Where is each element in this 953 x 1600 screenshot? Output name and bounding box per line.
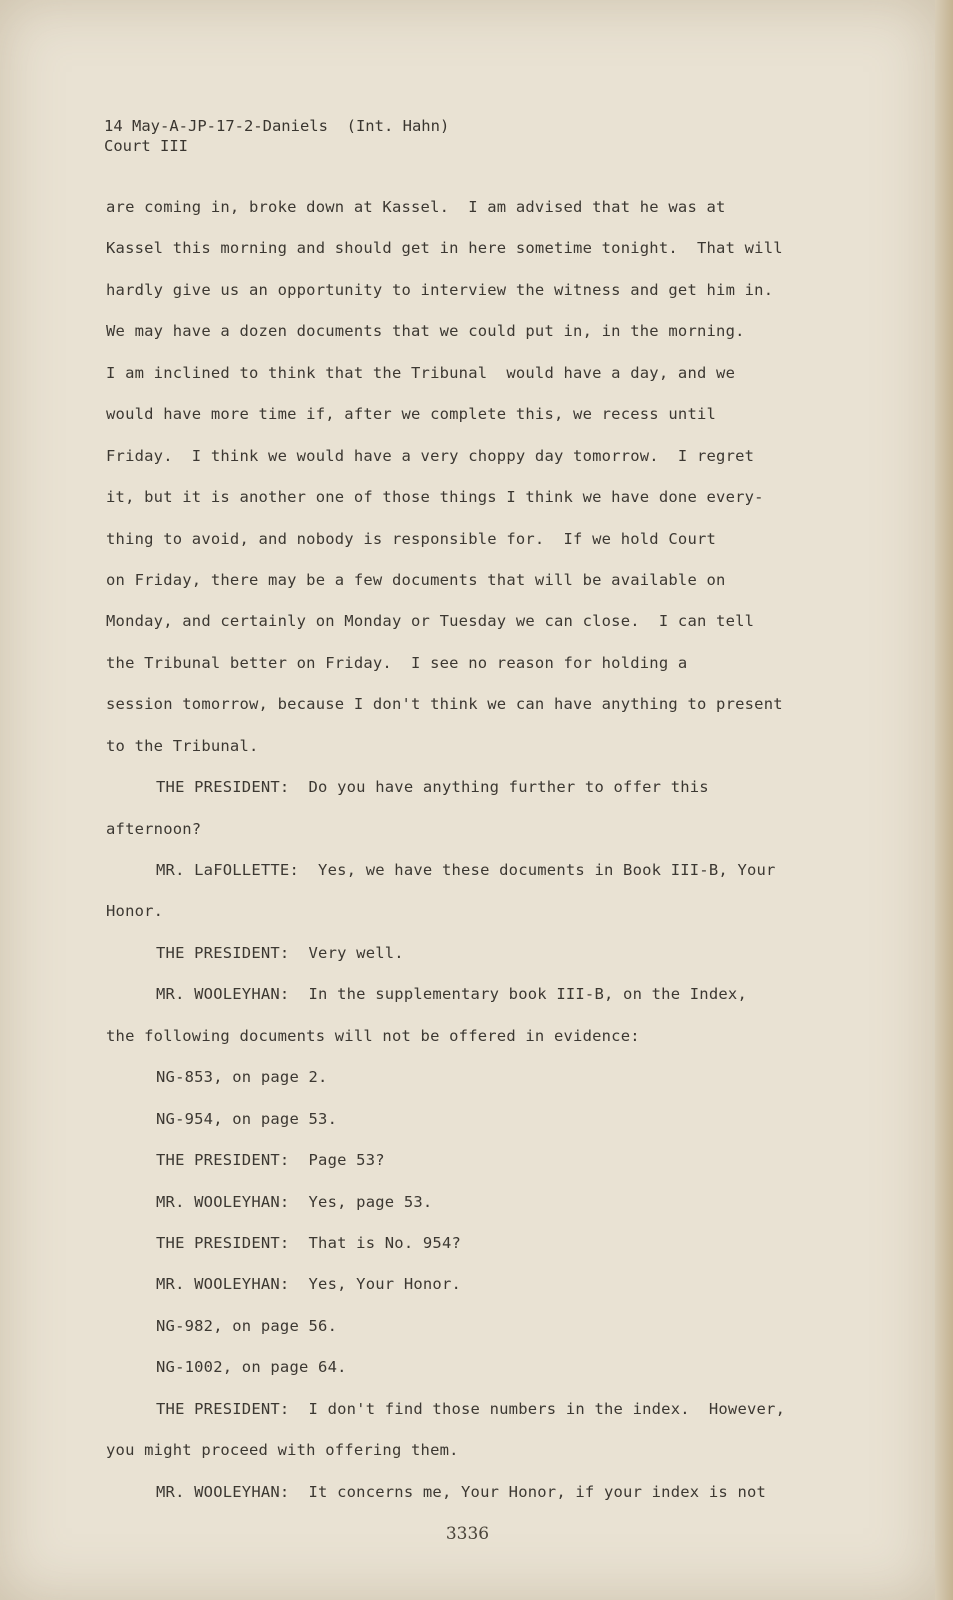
transcript-line: I am inclined to think that the Tribunal would have a day, and we [106, 363, 736, 382]
transcript-line: the following documents will not be offered in evidence: [106, 1026, 640, 1045]
transcript-line: thing to avoid, and nobody is responsible for. If we hold Court [106, 529, 717, 548]
transcript-line: on Friday, there may be a few documents that will be available on [106, 570, 726, 589]
transcript-line: THE PRESIDENT: I don't find those numbers in the index. However, [156, 1399, 786, 1418]
transcript-line: to the Tribunal. [106, 736, 259, 755]
transcript-line: THE PRESIDENT: Page 53? [156, 1151, 385, 1170]
transcript-line: afternoon? [106, 819, 202, 838]
transcript-line: NG-954, on page 53. [156, 1109, 338, 1128]
page-header [104, 116, 449, 156]
transcript-line: Monday, and certainly on Monday or Tuesday we can close. I can tell [106, 612, 755, 631]
transcript-line: NG-1002, on page 64. [156, 1358, 347, 1377]
transcript-line: the Tribunal better on Friday. I see no reason for holding a [106, 653, 688, 672]
transcript-line: MR. WOOLEYHAN: Yes, page 53. [156, 1192, 433, 1211]
transcript-line: it, but it is another one of those things I think we have done every- [106, 488, 764, 507]
transcript-line: would have more time if, after we complete this, we recess until [106, 405, 717, 424]
paper-edge [935, 0, 953, 1600]
page-number: 3336 [445, 1524, 490, 1544]
header-case-line: 14 May-A-JP-17-2-Daniels (Int. Hahn) [104, 117, 450, 135]
transcript-line: Kassel this morning and should get in here sometime tonight. That will [106, 239, 783, 258]
transcript-line: THE PRESIDENT: That is No. 954? [156, 1233, 462, 1252]
transcript-line: hardly give us an opportunity to interview the witness and get him in. [106, 280, 774, 299]
transcript-line: NG-982, on page 56. [156, 1316, 338, 1335]
transcript-line: you might proceed with offering them. [106, 1441, 459, 1460]
transcript-line: We may have a dozen documents that we could put in, in the morning. [106, 322, 745, 341]
transcript-line: NG-853, on page 2. [156, 1068, 328, 1087]
transcript-line: Honor. [106, 902, 164, 921]
transcript-line: MR. WOOLEYHAN: Yes, Your Honor. [156, 1275, 462, 1294]
transcript-line: THE PRESIDENT: Do you have anything further to offer this [156, 778, 709, 797]
transcript-line: session tomorrow, because I don't think we can have anything to present [106, 695, 783, 714]
transcript-line: MR. WOOLEYHAN: It concerns me, Your Honor, if your index is not [156, 1482, 767, 1501]
transcript-line: are coming in, broke down at Kassel. I am advised that he was at [106, 198, 726, 216]
transcript-line: Friday. I think we would have a very choppy day tomorrow. I regret [106, 446, 755, 465]
transcript-line: MR. WOOLEYHAN: In the supplementary book III-B, on the Index, [156, 985, 747, 1004]
transcript-body [106, 196, 846, 1522]
header-court-line: Court III [104, 137, 188, 155]
transcript-line: THE PRESIDENT: Very well. [156, 943, 404, 962]
transcript-line: MR. LaFOLLETTE: Yes, we have these documents in Book III-B, Your [156, 861, 776, 879]
